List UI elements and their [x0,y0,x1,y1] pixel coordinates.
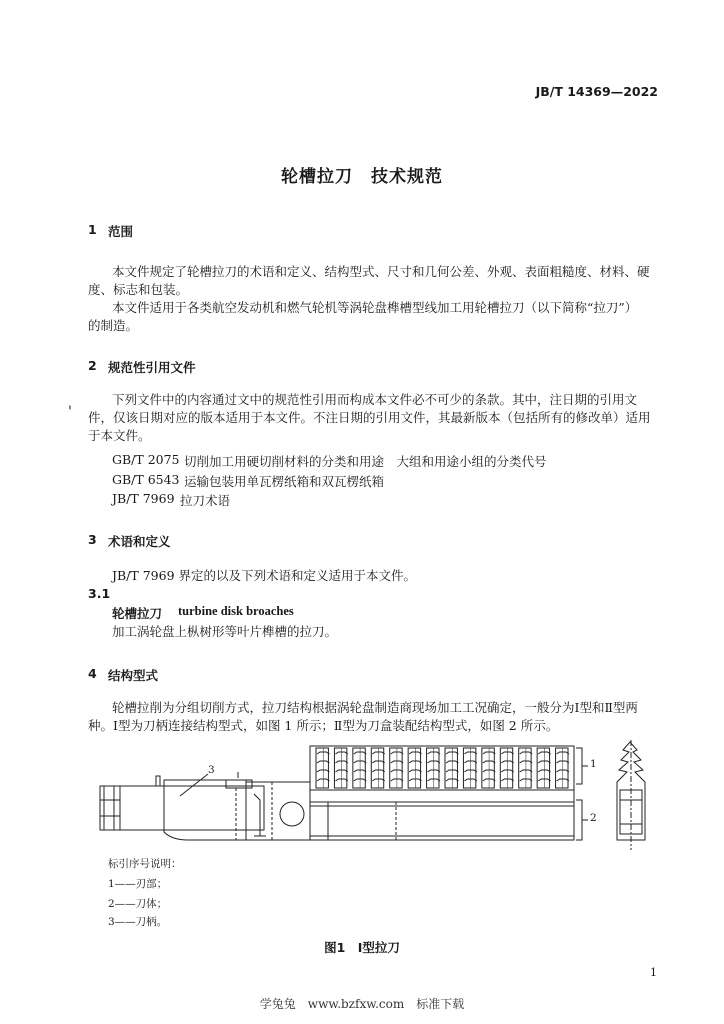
callout-1: 1 [590,758,597,770]
section-1-number: 1 [88,222,97,237]
broach-tooth [408,748,421,788]
section-4-number: 4 [88,666,97,681]
section-1-para1-line1: 本文件规定了轮槽拉刀的术语和定义、结构型式、尺寸和几何公差、外观、表面粗糙度、材料、硬 [112,264,650,279]
section-4-title: 结构型式 [108,668,159,683]
broach-tooth [519,748,532,788]
broach-tooth [371,748,384,788]
ref-code: GB/T 2075 [112,452,180,467]
legend-title: 标引序号说明： [108,858,182,870]
legend-item: 2——刀体； [108,898,168,910]
broach-tooth [390,748,403,788]
section-1-para2-line2: 的制造。 [88,318,139,333]
broach-tooth [500,748,513,788]
broach-tooth [537,748,550,788]
broach-tooth [463,748,476,788]
broach-tooth [482,748,495,788]
term-chinese: 轮槽拉刀 [112,606,163,621]
shank-end [100,786,120,830]
scan-margin-mark: ' [68,404,72,420]
broach-tooth [316,748,329,788]
ref-code: JB/T 7969 [112,491,175,506]
figure-caption: 图1 Ⅰ型拉刀 [324,940,400,955]
section-4-para-line1: 轮槽拉削为分组切削方式，拉刀结构根据涡轮盘制造商现场加工工况确定，一般分为Ⅰ型和Ⅱ型两 [112,700,638,715]
section-1-para2-line1: 本文件适用于各类航空发动机和燃气轮机等涡轮盘榫槽型线加工用轮槽拉刀（以下简称“拉刀”） [112,300,638,315]
term-number: 3.1 [88,586,111,601]
legend-item: 3——刀柄。 [108,916,168,928]
term-definition: 加工涡轮盘上枞树形等叶片榫槽的拉刀。 [112,624,338,639]
document-title: 轮槽拉刀 技术规范 [281,167,443,187]
broach-tooth [445,748,458,788]
broach-tooth [556,748,569,788]
broach-tooth [334,748,347,788]
section-1-title: 范围 [108,224,134,239]
adaptor-block [246,782,310,840]
section-2-title: 规范性引用文件 [108,360,196,375]
section-4-para-line2: 种。Ⅰ型为刀柄连接结构型式，如图 1 所示；Ⅱ型为刀盒装配结构型式，如图 2 所示。 [88,718,559,733]
section-3-number: 3 [88,532,97,547]
legend-item: 1——刃部； [108,878,168,890]
broach-body [310,802,574,840]
section-2-para-line1: 下列文件中的内容通过文中的规范性引用而构成本文件必不可少的条款。其中，注日期的引用文 [112,392,638,407]
section-2-number: 2 [88,358,97,373]
section-3-title: 术语和定义 [108,534,171,549]
ref-code: GB/T 6543 [112,472,180,487]
section-2-para-line3: 于本文件。 [88,428,151,443]
ref-text: 拉刀术语 [180,493,231,508]
callout-2: 2 [590,812,597,824]
document-id: JB/T 14369—2022 [535,84,658,99]
term-english: turbine disk broaches [178,604,294,618]
ref-text: 切削加工用硬切削材料的分类和用途 大组和用途小组的分类代号 [184,454,547,469]
broach-tooth [353,748,366,788]
ref-text: 运输包装用单瓦楞纸箱和双瓦楞纸箱 [184,474,385,489]
callout-3: 3 [208,764,215,776]
broach-drawing [96,740,666,852]
section-2-para-line2: 件，仅该日期对应的版本适用于本文件。不注日期的引用文件，其最新版本（包括所有的修改单）适用 [88,410,651,425]
shank-body [164,786,264,830]
page-number: 1 [650,966,657,979]
section-1-para1-line2: 度、标志和包装。 [88,282,189,297]
broach-tooth [427,748,440,788]
section-3-para: JB/T 7969 界定的以及下列术语和定义适用于本文件。 [112,568,417,583]
pin-hole [280,802,304,826]
footer-watermark: 学兔兔 www.bzfxw.com 标准下载 [259,997,465,1011]
profile-view [617,740,645,850]
